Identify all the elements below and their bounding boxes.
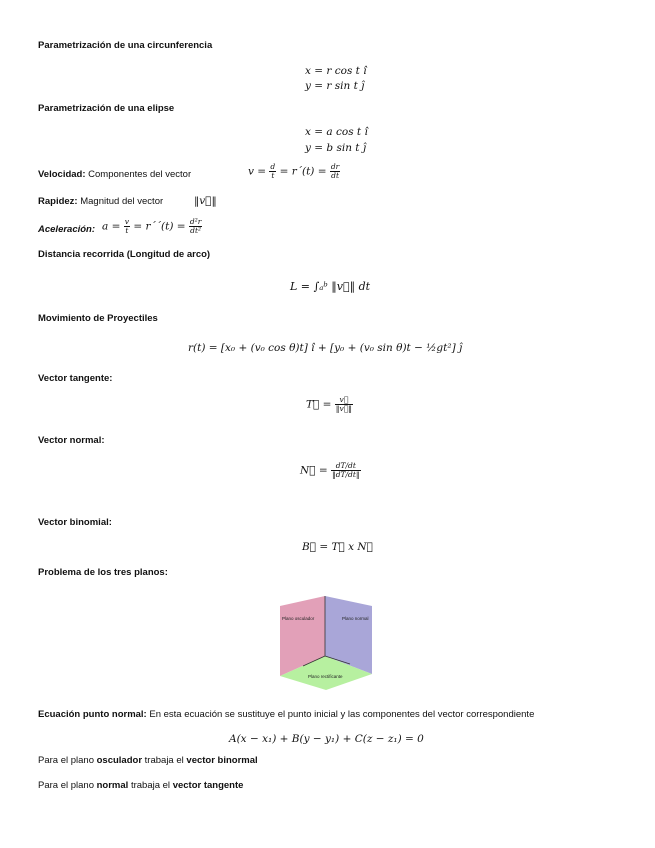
heading-binormal: Vector binomial: xyxy=(38,517,112,528)
equation-binormal: B⃗ = T⃗ x N⃗ xyxy=(302,541,373,553)
velocity-text: Componentes del vector xyxy=(88,169,192,180)
velocity-frac2-den: dt xyxy=(331,171,339,180)
speed-line xyxy=(38,196,163,207)
accel-fraction-1 xyxy=(124,218,130,235)
velocity-fraction-2 xyxy=(330,163,340,180)
acceleration-equation xyxy=(102,218,202,235)
velocity-lhs: v = xyxy=(248,165,267,178)
heading-ellipse: Parametrización de una elipse xyxy=(38,103,175,114)
velocity-frac1-num: d xyxy=(270,162,276,171)
normal-num: dT/dt xyxy=(331,462,361,471)
equation-circ-y: y = r sin t ĵ xyxy=(305,80,365,92)
heading-arc-length: Distancia recorrida (Longitud de arco) xyxy=(38,249,211,260)
velocity-line xyxy=(38,169,191,180)
normal-plane-line xyxy=(38,780,243,791)
velocity-mid: = r´(t) = xyxy=(279,165,327,178)
speed-label: Rapidez: xyxy=(38,196,78,207)
normal-plane-mid: trabaja el xyxy=(130,780,171,791)
heading-projectiles: Movimiento de Proyectiles xyxy=(38,313,158,324)
acceleration-label: Aceleración: xyxy=(38,224,96,235)
tangent-num: v⃗ xyxy=(335,396,353,405)
heading-three-planes: Problema de los tres planos: xyxy=(38,567,168,578)
tangent-lhs: T⃗ = xyxy=(306,398,332,411)
equation-projectile: r(t) = [x₀ + (v₀ cos θ)t] î + [y₀ + (v₀ sin θ)t − ½gt²] ĵ xyxy=(188,342,463,354)
accel-lhs: a = xyxy=(102,220,121,233)
tangent-den: ‖v⃗‖ xyxy=(335,404,353,413)
accel-mid: = r´´(t) = xyxy=(133,220,186,233)
point-normal-text: En esta ecuación se sustituye el punto inicial y las componentes del vector correspondiente xyxy=(149,709,535,720)
plane-label-right: Plano normal xyxy=(342,616,369,621)
velocity-frac1-den: t xyxy=(271,171,275,180)
osculator-pre: Para el plano xyxy=(38,755,94,766)
plane-label-bottom: Plano rectificante xyxy=(308,674,343,679)
velocity-label: Velocidad: xyxy=(38,169,86,180)
normal-fraction xyxy=(331,462,361,479)
acceleration-line xyxy=(38,224,95,235)
accel-frac2-den: dt² xyxy=(190,226,201,235)
plane-label-left: Plano osculador xyxy=(282,616,315,621)
equation-circ-x: x = r cos t î xyxy=(305,65,367,77)
osculator-line xyxy=(38,755,258,766)
equation-arc-length: L = ∫ₐᵇ ‖v⃗‖ dt xyxy=(290,280,371,293)
velocity-frac2-num: dr xyxy=(330,162,340,171)
osculator-mid: trabaja el xyxy=(144,755,184,766)
osculator-bold-2: vector binormal xyxy=(186,755,258,766)
heading-normal: Vector normal: xyxy=(38,435,105,446)
heading-tangent: Vector tangente: xyxy=(38,373,113,384)
normal-lhs: N⃗ = xyxy=(300,464,328,477)
speed-norm: ‖v⃗‖ xyxy=(194,195,217,207)
equation-normal xyxy=(300,462,361,479)
normal-plane-bold-2: vector tangente xyxy=(172,780,244,791)
equation-tangent xyxy=(306,396,353,413)
tangent-fraction xyxy=(335,396,353,413)
point-normal-label: Ecuación punto normal: xyxy=(38,709,147,720)
accel-frac1-num: v xyxy=(124,217,129,226)
normal-den: ‖dT/dt‖ xyxy=(331,470,360,479)
heading-circumference: Parametrización de una circunferencia xyxy=(38,40,213,51)
speed-text: Magnitud del vector xyxy=(80,196,164,207)
accel-frac1-den: t xyxy=(125,226,129,235)
normal-plane-bold-1: normal xyxy=(96,780,129,791)
three-planes-diagram xyxy=(278,592,374,692)
accel-frac2-num: d²r xyxy=(189,217,202,226)
velocity-fraction-1 xyxy=(269,163,276,180)
equation-point-normal: A(x − x₁) + B(y − y₁) + C(z − z₁) = 0 xyxy=(229,733,424,745)
equation-ellipse-y: y = b sin t ĵ xyxy=(305,142,367,154)
equation-ellipse-x: x = a cos t î xyxy=(305,126,368,138)
normal-plane-pre: Para el plano xyxy=(38,780,94,791)
osculator-bold-1: osculador xyxy=(96,755,143,766)
point-normal-line xyxy=(38,709,534,720)
velocity-equation xyxy=(248,163,340,180)
accel-fraction-2 xyxy=(189,218,202,235)
